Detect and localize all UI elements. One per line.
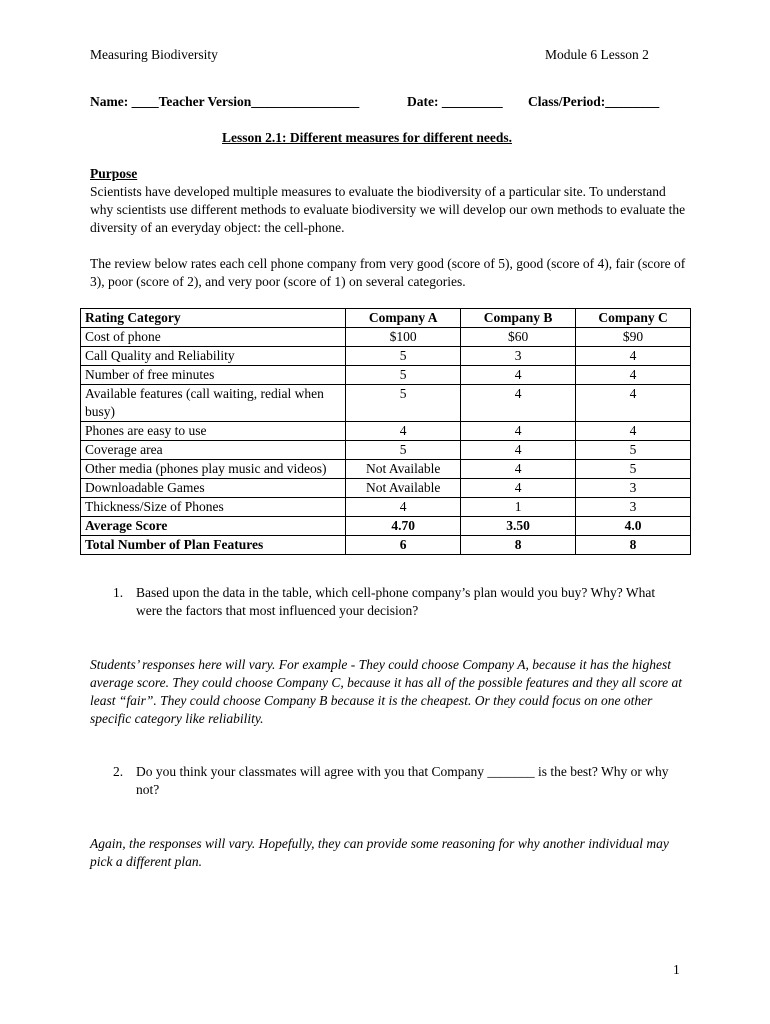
table-cell: 3	[576, 498, 691, 517]
table-cell: 4	[346, 498, 461, 517]
review-intro: The review below rates each cell phone company from very good (score of 5), good (score of 4), fair (score of 3), poor (score of 2), and very poor (score of 1) on several categories.	[90, 256, 686, 289]
table-cell: Thickness/Size of Phones	[81, 498, 346, 517]
table-row	[81, 347, 691, 366]
table-cell: 1	[461, 498, 576, 517]
table-cell: 4	[461, 460, 576, 479]
question-2-answer: Again, the responses will vary. Hopefully, they can provide some reasoning for why another individual may pick a different plan.	[90, 836, 669, 869]
table-row	[81, 498, 691, 517]
table-cell: 5	[576, 460, 691, 479]
question-2-number: 2.	[113, 764, 124, 779]
table-cell: $100	[346, 328, 461, 347]
column-header: Company B	[461, 309, 576, 328]
table-cell: 4	[461, 366, 576, 385]
table-cell: Average Score	[81, 517, 346, 536]
purpose-text: Scientists have developed multiple measures to evaluate the biodiversity of a particular site. To understand why scientists use different methods to evaluate biodiversity we will develop our own methods to evaluate the diversity of an everyday object: the cell-phone.	[90, 184, 686, 235]
table-cell: Total Number of Plan Features	[81, 536, 346, 555]
table-cell: Downloadable Games	[81, 479, 346, 498]
table-cell: 3.50	[461, 517, 576, 536]
column-header: Company C	[576, 309, 691, 328]
table-cell: 4	[461, 441, 576, 460]
table-cell: Available features (call waiting, redial when busy)	[81, 385, 346, 422]
page-number: 1	[673, 962, 680, 977]
table-cell: 4	[461, 422, 576, 441]
table-cell: Call Quality and Reliability	[81, 347, 346, 366]
table-cell: Cost of phone	[81, 328, 346, 347]
class-period-line: Class/Period:________	[528, 94, 660, 109]
table-header-row	[81, 309, 691, 328]
table-cell: Not Available	[346, 479, 461, 498]
table-cell: 4	[576, 385, 691, 422]
question-1-number: 1.	[113, 585, 124, 600]
ratings-table	[80, 308, 691, 555]
table-row	[81, 422, 691, 441]
table-cell: 5	[346, 385, 461, 422]
table-cell: $90	[576, 328, 691, 347]
table-cell: 4	[346, 422, 461, 441]
table-row	[81, 479, 691, 498]
table-cell: 4.0	[576, 517, 691, 536]
table-cell: 3	[461, 347, 576, 366]
table-cell: $60	[461, 328, 576, 347]
name-line: Name: ____Teacher Version________________	[90, 94, 360, 109]
purpose-heading: Purpose	[90, 166, 138, 181]
table-cell: 6	[346, 536, 461, 555]
table-cell: Not Available	[346, 460, 461, 479]
table-cell: 4	[461, 479, 576, 498]
table-cell: Phones are easy to use	[81, 422, 346, 441]
table-cell: Number of free minutes	[81, 366, 346, 385]
table-cell: 5	[346, 366, 461, 385]
table-cell: 8	[461, 536, 576, 555]
table-row	[81, 441, 691, 460]
table-cell: 4	[461, 385, 576, 422]
table-cell: 3	[576, 479, 691, 498]
table-row	[81, 385, 691, 422]
column-header: Company A	[346, 309, 461, 328]
running-header-right: Module 6 Lesson 2	[545, 47, 649, 62]
lesson-title: Lesson 2.1: Different measures for different needs.	[222, 130, 512, 145]
table-cell: 4	[576, 422, 691, 441]
date-line: Date: _________	[407, 94, 503, 109]
table-cell: 4.70	[346, 517, 461, 536]
table-row	[81, 460, 691, 479]
table-cell: 5	[576, 441, 691, 460]
question-1-answer: Students’ responses here will vary. For example - They could choose Company A, because it has the highest average score. They could choose Company C, because it has all of the possible features and they all score at least “fair”. They could choose Company B because it is the cheapest. Or they could focus on one other specific category like reliability.	[90, 657, 683, 726]
question-2-text: Do you think your classmates will agree with you that Company _______ is the best? Why or why not?	[136, 764, 669, 797]
table-cell: 4	[576, 347, 691, 366]
question-1-text: Based upon the data in the table, which cell-phone company’s plan would you buy? Why? What were the factors that most influenced your decision?	[136, 585, 656, 618]
table-row	[81, 366, 691, 385]
table-cell: Other media (phones play music and videos)	[81, 460, 346, 479]
table-cell: 8	[576, 536, 691, 555]
table-cell: 5	[346, 441, 461, 460]
table-row	[81, 328, 691, 347]
table-cell: 4	[576, 366, 691, 385]
column-header: Rating Category	[81, 309, 346, 328]
running-header-left: Measuring Biodiversity	[90, 47, 218, 62]
average-score-row	[81, 517, 691, 536]
table-cell: 5	[346, 347, 461, 366]
table-cell: Coverage area	[81, 441, 346, 460]
total-features-row	[81, 536, 691, 555]
